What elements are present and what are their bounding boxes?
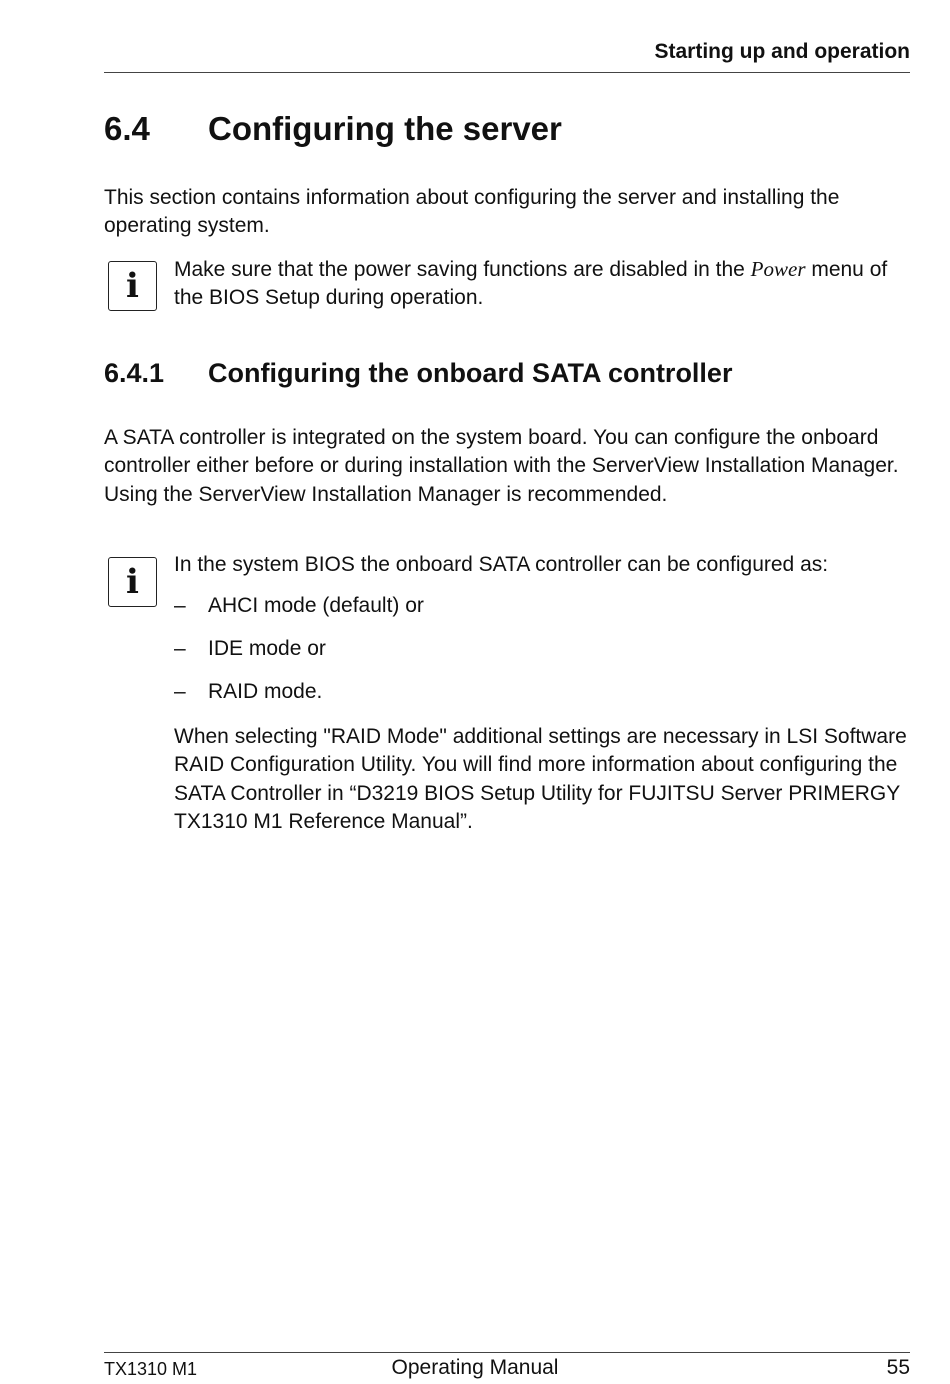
list-dash: – <box>174 680 186 703</box>
info-icon: i <box>108 557 157 607</box>
page-number: 55 <box>886 1356 910 1379</box>
list-item <box>174 594 424 618</box>
power-note-text-before: Make sure that the power saving functions are disabled in the <box>174 258 751 281</box>
info-icon: i <box>108 261 157 311</box>
section-intro: This section contains information about configuring the server and installing the operating system. <box>104 186 840 238</box>
footer-manual-title: Operating Manual <box>391 1356 559 1379</box>
section-heading <box>104 110 562 148</box>
power-note-text-after: menu of the BIOS Setup during operation. <box>174 258 888 310</box>
sata-note-closing: When selecting "RAID Mode" additional settings are necessary in LSI Software RAID Configuration Utility. You will find more information about configuring the SATA Controller in “D3219 BIOS Setup Utility for FUJITSU Server PRIMERGY TX1310 M1 Reference Manual”. <box>174 725 907 833</box>
power-note <box>174 255 914 313</box>
section-title: Configuring the server <box>208 110 562 147</box>
list-dash: – <box>174 637 186 660</box>
sata-note-lead: In the system BIOS the onboard SATA controller can be configured as: <box>174 553 829 576</box>
subsection-number: 6.4.1 <box>104 358 165 388</box>
list-dash: – <box>174 594 186 617</box>
list-item <box>174 637 326 661</box>
list-item <box>174 680 322 704</box>
list-item-text: IDE mode or <box>208 637 326 660</box>
running-header-title: Starting up and operation <box>654 40 910 63</box>
power-menu-name: Power <box>750 257 806 281</box>
footer-divider <box>104 1352 910 1353</box>
list-item-text: RAID mode. <box>208 680 323 703</box>
subsection-title: Configuring the onboard SATA controller <box>208 358 733 388</box>
subsection-heading <box>104 358 732 389</box>
section-number: 6.4 <box>104 110 150 147</box>
list-item-text: AHCI mode (default) or <box>208 594 424 617</box>
header-divider <box>104 72 910 73</box>
footer-model: TX1310 M1 <box>104 1359 198 1379</box>
subsection-body: A SATA controller is integrated on the system board. You can configure the onboard controller either before or during installation with the ServerView Installation Manager. Using the ServerView Installation Manager is recommended. <box>104 426 899 506</box>
